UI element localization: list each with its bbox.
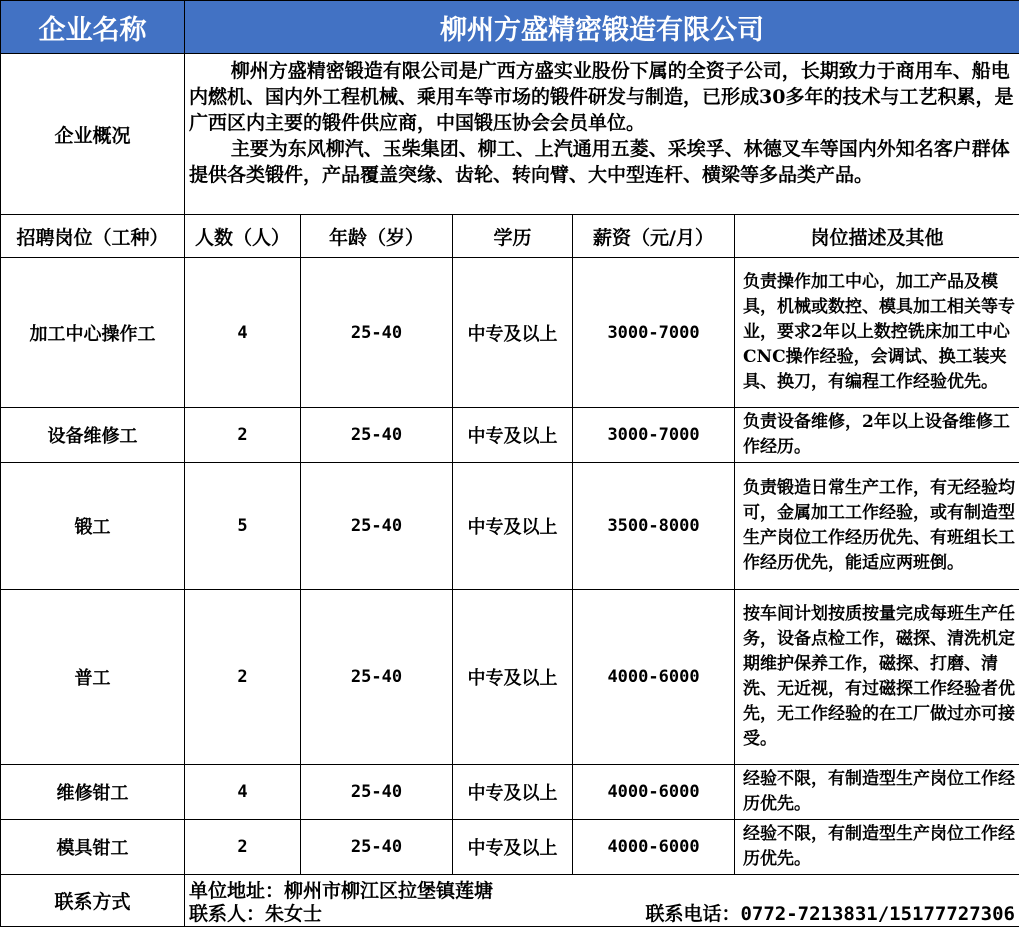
job-age: 25-40: [301, 590, 453, 765]
table-row: [1, 820, 1019, 875]
job-position: 维修钳工: [1, 765, 185, 820]
job-position: 加工中心操作工: [1, 258, 185, 408]
job-education: 中专及以上: [453, 820, 573, 875]
job-count: 2: [185, 408, 301, 463]
job-age: 25-40: [301, 408, 453, 463]
company-name-label: 企业名称: [1, 1, 185, 54]
job-description: 经验不限，有制造型生产岗位工作经历优先。: [735, 820, 1019, 875]
job-age: 25-40: [301, 463, 453, 590]
column-header-count: 人数（人）: [185, 215, 301, 258]
job-position: 锻工: [1, 463, 185, 590]
job-salary: 3000-7000: [573, 258, 735, 408]
job-description: 负责操作加工中心，加工产品及模具，机械或数控、模具加工相关等专业，要求2年以上数控铣床加工中心CNC操作经验，会调试、换工装夹具、换刀，有编程工作经验优先。: [735, 258, 1019, 408]
header-row: [1, 1, 1019, 54]
table-row: [1, 765, 1019, 820]
table-row: [1, 463, 1019, 590]
overview-label: 企业概况: [1, 54, 185, 215]
column-header-education: 学历: [453, 215, 573, 258]
company-name: 柳州方盛精密锻造有限公司: [185, 1, 1019, 54]
job-count: 4: [185, 765, 301, 820]
contact-address: 单位地址：柳州市柳江区拉堡镇莲塘: [189, 876, 1015, 902]
column-header-row: [1, 215, 1019, 258]
table-row: [1, 590, 1019, 765]
job-description: 按车间计划按质按量完成每班生产任务，设备点检工作，磁探、清洗机定期维护保养工作，磁探、打磨、清洗、无近视，有过磁探工作经验者优先，无工作经验的在工厂做过亦可接受。: [735, 590, 1019, 765]
job-description: 负责锻造日常生产工作，有无经验均可，金属加工工作经验，或有制造型生产岗位工作经历优先、有班组长工作经历优先，能适应两班倒。: [735, 463, 1019, 590]
contact-label: 联系方式: [1, 875, 185, 927]
job-count: 4: [185, 258, 301, 408]
table-row: [1, 408, 1019, 463]
column-header-description: 岗位描述及其他: [735, 215, 1019, 258]
job-education: 中专及以上: [453, 590, 573, 765]
contact-row: [1, 875, 1019, 927]
job-education: 中专及以上: [453, 765, 573, 820]
contact-person: 联系人：朱女士: [189, 902, 322, 926]
job-count: 2: [185, 820, 301, 875]
table-row: [1, 258, 1019, 408]
job-age: 25-40: [301, 820, 453, 875]
job-salary: 4000-6000: [573, 820, 735, 875]
job-age: 25-40: [301, 258, 453, 408]
overview-paragraph-1: 柳州方盛精密锻造有限公司是广西方盛实业股份下属的全资子公司，长期致力于商用车、船电内燃机、国内外工程机械、乘用车等市场的锻件研发与制造，已形成30多年的技术与工艺积累，是广西区内主要的锻件供应商，中国锻压协会会员单位。: [189, 58, 1015, 136]
column-header-salary: 薪资（元/月）: [573, 215, 735, 258]
job-description: 负责设备维修，2年以上设备维修工作经历。: [735, 408, 1019, 463]
column-header-age: 年龄（岁）: [301, 215, 453, 258]
overview-text: [185, 54, 1019, 215]
job-position: 模具钳工: [1, 820, 185, 875]
contact-person-phone: [189, 902, 1015, 926]
job-count: 5: [185, 463, 301, 590]
overview-row: [1, 54, 1019, 215]
overview-paragraph-2: 主要为东风柳汽、玉柴集团、柳工、上汽通用五菱、采埃孚、林德叉车等国内外知名客户群体提供各类锻件，产品覆盖突缘、齿轮、转向臂、大中型连杆、横梁等多品类产品。: [189, 136, 1015, 188]
job-age: 25-40: [301, 765, 453, 820]
job-salary: 3500-8000: [573, 463, 735, 590]
column-header-position: 招聘岗位（工种）: [1, 215, 185, 258]
job-count: 2: [185, 590, 301, 765]
job-education: 中专及以上: [453, 258, 573, 408]
job-position: 设备维修工: [1, 408, 185, 463]
job-position: 普工: [1, 590, 185, 765]
contact-phone: 联系电话：0772-7213831/15177727306: [645, 902, 1015, 926]
contact-info: [185, 875, 1019, 927]
job-description: 经验不限，有制造型生产岗位工作经历优先。: [735, 765, 1019, 820]
job-education: 中专及以上: [453, 408, 573, 463]
job-education: 中专及以上: [453, 463, 573, 590]
job-salary: 4000-6000: [573, 765, 735, 820]
job-salary: 4000-6000: [573, 590, 735, 765]
job-salary: 3000-7000: [573, 408, 735, 463]
